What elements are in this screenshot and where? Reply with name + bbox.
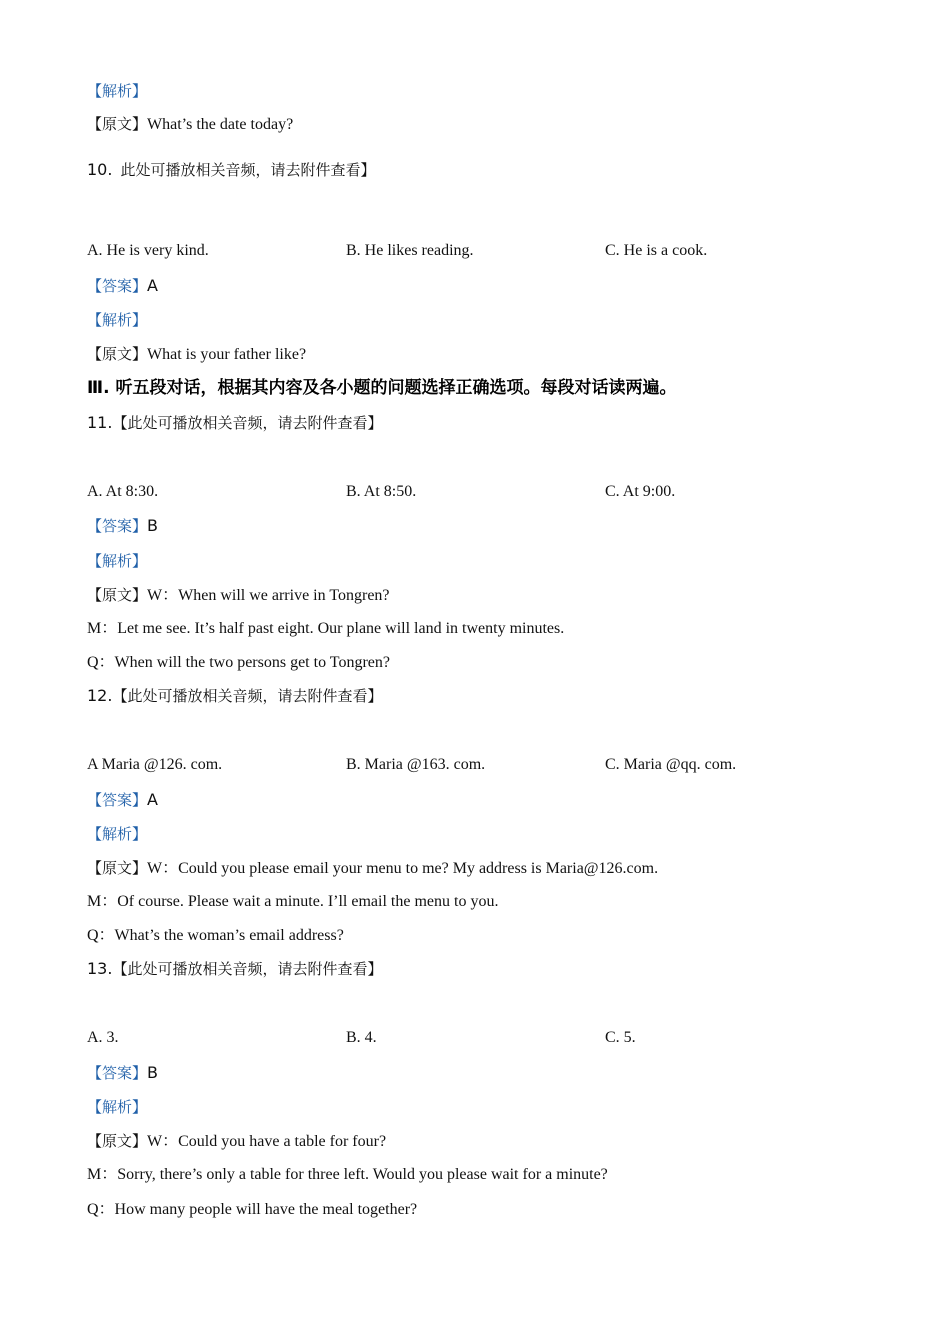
- q13-option-b: B. 4.: [346, 1029, 377, 1046]
- q11-analysis-label: 【解析】: [87, 552, 148, 570]
- q11-answer: 【答案】B: [87, 516, 158, 535]
- q13-dialogue-m: M：Sorry, there’s only a table for three left. Would you please wait for a minute?: [87, 1166, 608, 1183]
- q13-title: 13.【此处可播放相关音频，请去附件查看】: [87, 959, 383, 978]
- q11-title: 11.【此处可播放相关音频，请去附件查看】: [87, 413, 383, 432]
- q9-original: 【原文】What’s the date today?: [87, 115, 294, 133]
- q12-option-b: B. Maria @163. com.: [346, 756, 486, 773]
- q13-audio-placeholder: 【此处可播放相关音频，请去附件查看】: [112, 960, 383, 978]
- q10-option-c: C. He is a cook.: [605, 242, 708, 259]
- q13-option-c: C. 5.: [605, 1029, 636, 1046]
- q12-option-a: A Maria @126. com.: [87, 756, 223, 773]
- q11-dialogue-q: Q：When will the two persons get to Tongren?: [87, 654, 390, 671]
- q10-title: 10. 此处可播放相关音频，请去附件查看】: [87, 160, 376, 179]
- q12-original: 【原文】W：Could you please email your menu to me? My address is Maria@126.com.: [87, 859, 659, 877]
- q12-dialogue-q: Q：What’s the woman’s email address?: [87, 927, 344, 944]
- q12-dialogue-m: M：Of course. Please wait a minute. I’ll email the menu to you.: [87, 893, 499, 910]
- q11-option-a: A. At 8:30.: [87, 483, 159, 500]
- q11-dialogue-m: M：Let me see. It’s half past eight. Our plane will land in twenty minutes.: [87, 620, 565, 637]
- q13-dialogue-q: Q：How many people will have the meal together?: [87, 1201, 418, 1218]
- q12-title: 12.【此处可播放相关音频，请去附件查看】: [87, 686, 383, 705]
- q13-answer: 【答案】B: [87, 1063, 158, 1082]
- q9-analysis-label: 【解析】: [87, 82, 148, 100]
- q10-analysis-label: 【解析】: [87, 311, 148, 329]
- q11-original: 【原文】W：When will we arrive in Tongren?: [87, 586, 390, 604]
- q13-original: 【原文】W：Could you have a table for four?: [87, 1132, 387, 1150]
- q11-audio-placeholder: 【此处可播放相关音频，请去附件查看】: [112, 414, 383, 432]
- q10-option-b: B. He likes reading.: [346, 242, 474, 259]
- q10-audio-placeholder: 此处可播放相关音频，请去附件查看】: [120, 161, 376, 179]
- q10-option-a: A. He is very kind.: [87, 242, 209, 259]
- q13-analysis-label: 【解析】: [87, 1098, 148, 1116]
- q12-audio-placeholder: 【此处可播放相关音频，请去附件查看】: [112, 687, 383, 705]
- q10-original: 【原文】What is your father like?: [87, 345, 307, 363]
- q12-answer: 【答案】A: [87, 790, 158, 809]
- q11-option-c: C. At 9:00.: [605, 483, 676, 500]
- q12-option-c: C. Maria @qq. com.: [605, 756, 737, 773]
- q11-option-b: B. At 8:50.: [346, 483, 417, 500]
- q10-answer: 【答案】A: [87, 276, 158, 295]
- section3-heading: Ⅲ. 听五段对话，根据其内容及各小题的问题选择正确选项。每段对话读两遍。: [87, 378, 677, 398]
- q12-analysis-label: 【解析】: [87, 825, 148, 843]
- q13-option-a: A. 3.: [87, 1029, 119, 1046]
